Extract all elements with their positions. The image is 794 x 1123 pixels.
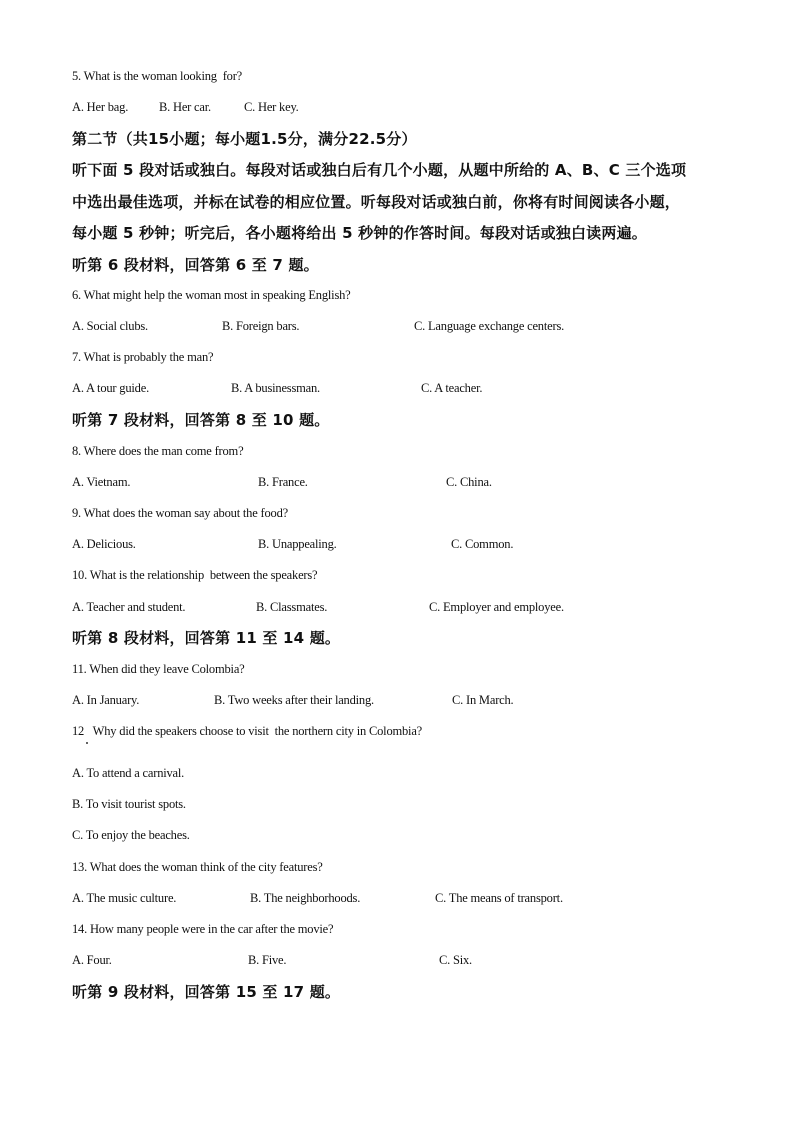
q10-stem: 10. What is the relationship between the speakers? bbox=[72, 568, 318, 582]
q7-option-b: B. A businessman. bbox=[231, 381, 320, 395]
q12-option-b: B. To visit tourist spots. bbox=[72, 797, 186, 811]
group-7-header: 听第 7 段材料，回答第 8 至 10 题。 bbox=[72, 411, 330, 429]
group-8-header: 听第 8 段材料，回答第 11 至 14 题。 bbox=[72, 629, 341, 647]
group-9-header: 听第 9 段材料，回答第 15 至 17 题。 bbox=[72, 983, 341, 1001]
q12-option-a: A. To attend a carnival. bbox=[72, 766, 185, 780]
q5-option-b: B. Her car. bbox=[159, 100, 211, 114]
q12-stem: 12 Why did the speakers choose to visit the northern city in Colombia? bbox=[72, 724, 423, 738]
q9-option-a: A. Delicious. bbox=[72, 537, 136, 551]
q7-option-c: C. A teacher. bbox=[421, 381, 483, 395]
q6-option-c: C. Language exchange centers. bbox=[414, 319, 565, 333]
q6-option-b: B. Foreign bars. bbox=[222, 319, 300, 333]
q7-option-a: A. A tour guide. bbox=[72, 381, 150, 395]
q10-option-a: A. Teacher and student. bbox=[72, 600, 186, 614]
q8-option-a: A. Vietnam. bbox=[72, 475, 131, 489]
q10-option-b: B. Classmates. bbox=[256, 600, 328, 614]
q14-option-c: C. Six. bbox=[439, 953, 472, 967]
group-6-header: 听第 6 段材料，回答第 6 至 7 题。 bbox=[72, 256, 319, 274]
q12-option-c: C. To enjoy the beaches. bbox=[72, 828, 190, 842]
q14-option-a: A. Four. bbox=[72, 953, 112, 967]
q8-option-c: C. China. bbox=[446, 475, 492, 489]
q13-option-a: A. The music culture. bbox=[72, 891, 177, 905]
q13-option-c: C. The means of transport. bbox=[435, 891, 563, 905]
q9-option-b: B. Unappealing. bbox=[258, 537, 337, 551]
q11-option-a: A. In January. bbox=[72, 693, 140, 707]
q5-option-a: A. Her bag. bbox=[72, 100, 129, 114]
q11-option-b: B. Two weeks after their landing. bbox=[214, 693, 374, 707]
q13-option-b: B. The neighborhoods. bbox=[250, 891, 361, 905]
instructions-line-1: 听下面 5 段对话或独白。每段对话或独白后有几个小题，从题中所给的 A、B、C 三个选项 bbox=[72, 161, 687, 179]
instructions-line-3: 每小题 5 秒钟；听完后，各小题将给出 5 秒钟的作答时间。每段对话或独白读两遍。 bbox=[72, 224, 647, 242]
q7-stem: 7. What is probably the man? bbox=[72, 350, 214, 364]
q6-stem: 6. What might help the woman most in speaking English? bbox=[72, 288, 351, 302]
q11-stem: 11. When did they leave Colombia? bbox=[72, 662, 245, 676]
q5-stem: 5. What is the woman looking for? bbox=[72, 69, 243, 83]
stray-mark bbox=[86, 742, 88, 744]
q10-option-c: C. Employer and employee. bbox=[429, 600, 564, 614]
q11-option-c: C. In March. bbox=[452, 693, 514, 707]
q6-option-a: A. Social clubs. bbox=[72, 319, 148, 333]
q8-option-b: B. France. bbox=[258, 475, 308, 489]
instructions-line-2: 中选出最佳选项，并标在试卷的相应位置。听每段对话或独白前，你将有时间阅读各小题， bbox=[72, 193, 681, 211]
q5-option-c: C. Her key. bbox=[244, 100, 299, 114]
q8-stem: 8. Where does the man come from? bbox=[72, 444, 244, 458]
q14-stem: 14. How many people were in the car after the movie? bbox=[72, 922, 334, 936]
q9-stem: 9. What does the woman say about the food? bbox=[72, 506, 288, 520]
q9-option-c: C. Common. bbox=[451, 537, 514, 551]
section-header: 第二节（共15小题；每小题1.5分，满分22.5分） bbox=[72, 130, 417, 148]
q14-option-b: B. Five. bbox=[248, 953, 287, 967]
q13-stem: 13. What does the woman think of the city features? bbox=[72, 860, 323, 874]
